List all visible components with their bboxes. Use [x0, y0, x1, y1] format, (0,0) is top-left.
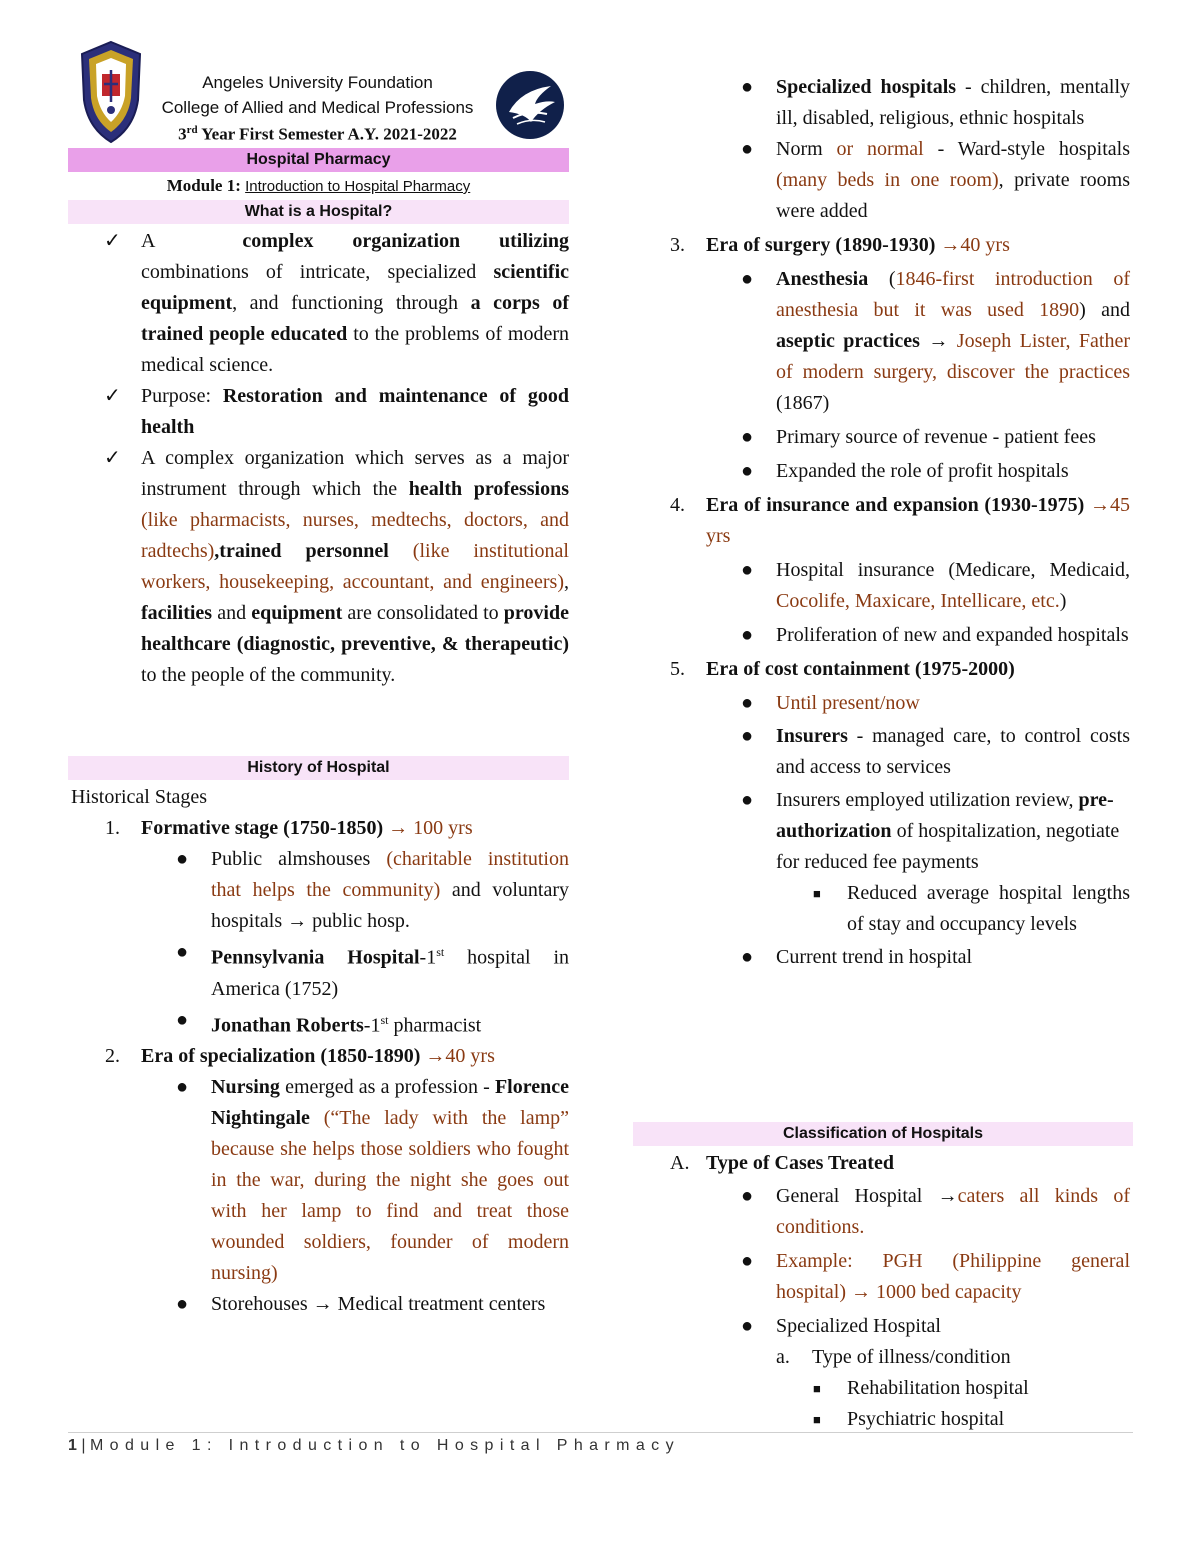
stage-1: 1. Formative stage (1750-1850) → 100 yrs	[105, 817, 473, 839]
class-a-bullet: ● Specialized Hospital	[635, 1311, 1130, 1342]
stage-5-bullet: ● Current trend in hospital	[635, 942, 1130, 973]
university-name: Angeles University Foundation	[202, 73, 433, 92]
definition-list	[68, 226, 569, 691]
square-bullet-icon: ■	[813, 886, 821, 901]
college-emblem-logo	[495, 70, 565, 140]
bullet-icon: ●	[741, 725, 754, 747]
bullet-icon: ●	[741, 946, 754, 968]
section-what-is-hospital: What is a Hospital?	[68, 200, 569, 224]
stage-3-bullet: ● Anesthesia (1846-first introduction of anesthesia but it was used 1890) and aseptic practices → Joseph Lister, Father of modern surgery, discover the practices (1867)	[635, 264, 1130, 419]
footer-title: Module 1: Introduction to Hospital Pharmacy	[89, 1437, 680, 1454]
stage-5-bullet: ● Insurers employed utilization review, pre-authorization of hospitalization, negotiate for reduced fee payments	[635, 785, 1130, 878]
definition-item: ✓ A complex organization utilizing combinations of intricate, specialized scientific equipment, and functioning through a corps of trained people educated to the problems of modern medical science.	[68, 226, 569, 381]
bullet-icon: ●	[741, 624, 754, 646]
stage-1-bullet: ● Pennsylvania Hospital-1st hospital in America (1752)	[68, 937, 569, 1005]
bullet-icon: ●	[741, 138, 754, 160]
stage-5-bullet: ● Until present/now	[635, 688, 1130, 719]
class-a: A. Type of Cases Treated	[670, 1152, 894, 1174]
course-band: Hospital Pharmacy	[68, 148, 569, 172]
bullet-icon: ●	[741, 789, 754, 811]
definition-item: ✓ A complex organization which serves as a major instrument through which the health professions (like pharmacists, nurses, medtechs, doctors, and radtechs),trained personnel (like institutional workers, housekeeping, accountant, and engineers), facilities and equipment are consolidated to provide healthcare (diagnostic, preventive, & therapeutic) to the people of the community.	[68, 443, 569, 691]
stage-2: 2. Era of specialization (1850-1890) →40 yrs	[105, 1045, 495, 1068]
checkmark-icon: ✓	[104, 447, 121, 469]
stage-4: 4. Era of insurance and expansion (1930-1975) →45 yrs	[670, 494, 1131, 547]
academic-year: 3rd Year First Semester A.Y. 2021-2022	[178, 124, 457, 144]
stage-4-bullet: ● Proliferation of new and expanded hospitals	[635, 620, 1130, 651]
checkmark-icon: ✓	[104, 230, 121, 252]
bullet-icon: ●	[741, 460, 754, 482]
section-history: History of Hospital	[68, 756, 569, 780]
checkmark-icon: ✓	[104, 385, 121, 407]
page-footer: 1 | Module 1: Introduction to Hospital Pharmacy	[68, 1437, 680, 1454]
bullet-icon: ●	[741, 426, 754, 448]
square-bullet-icon: ■	[813, 1412, 821, 1427]
class-a-sub-bullet: ■ Psychiatric hospital	[635, 1404, 1130, 1435]
stage-5-bullet: ● Insurers - managed care, to control costs and access to services	[635, 721, 1130, 783]
stage-1-bullet: ● Public almshouses (charitable institution that helps the community) and voluntary hospitals → public hosp.	[68, 844, 569, 937]
bullet-icon: ●	[741, 559, 754, 581]
stage-5: 5. Era of cost containment (1975-2000)	[670, 658, 1015, 680]
stage-3-bullet: ● Expanded the role of profit hospitals	[635, 456, 1130, 487]
history-list	[68, 782, 569, 1320]
bullet-icon: ●	[176, 848, 189, 870]
bullet-icon: ●	[741, 1185, 754, 1207]
stage-2-bullet: ● Norm or normal - Ward-style hospitals (many beds in one room), private rooms were added	[635, 134, 1130, 227]
bullet-icon: ●	[741, 1250, 754, 1272]
bullet-icon: ●	[741, 76, 754, 98]
history-list-continued	[635, 72, 1130, 973]
university-seal-logo	[78, 40, 144, 144]
bullet-icon: ●	[176, 1293, 189, 1316]
stage-4-bullet: ● Hospital insurance (Medicare, Medicaid, Cocolife, Maxicare, Intellicare, etc.)	[635, 555, 1130, 617]
bullet-icon: ●	[741, 1315, 754, 1337]
footer-divider	[68, 1432, 1133, 1433]
class-a-bullet: ● General Hospital →caters all kinds of conditions.	[635, 1181, 1130, 1243]
class-a-subheading: a. Type of illness/condition	[776, 1346, 1011, 1368]
page-number: 1	[68, 1437, 77, 1454]
historical-stages-label: Historical Stages	[71, 786, 208, 808]
module-heading: Module 1: Introduction to Hospital Pharmacy	[166, 176, 471, 195]
bullet-icon: ●	[741, 692, 754, 714]
class-a-bullet: ● Example: PGH (Philippine general hospital) → 1000 bed capacity	[635, 1246, 1130, 1308]
bullet-icon: ●	[176, 1076, 189, 1099]
square-bullet-icon: ■	[813, 1381, 821, 1396]
stage-3-bullet: ● Primary source of revenue - patient fees	[635, 422, 1130, 453]
stage-2-bullet: ● Specialized hospitals - children, mentally ill, disabled, religious, ethnic hospitals	[635, 72, 1130, 134]
stage-5-sub-bullet: ■ Reduced average hospital lengths of stay and occupancy levels	[635, 878, 1130, 940]
section-classification: Classification of Hospitals	[633, 1122, 1133, 1146]
bullet-icon: ●	[741, 268, 754, 290]
definition-item: ✓ Purpose: Restoration and maintenance of good health	[68, 381, 569, 443]
stage-3: 3. Era of surgery (1890-1930) →40 yrs	[670, 234, 1010, 256]
classification-list	[635, 1148, 1130, 1435]
bullet-icon: ●	[176, 1008, 189, 1031]
college-name: College of Allied and Medical Professions	[161, 98, 474, 117]
stage-2-bullet: ● Storehouses → Medical treatment centers	[68, 1289, 569, 1320]
stage-2-bullet: ● Nursing emerged as a profession - Florence Nightingale (“The lady with the lamp” because she helps those soldiers who fought in the war, during the night she goes out with her lamp to find and treat those wounded soldiers, founder of modern nursing)	[68, 1072, 569, 1289]
stage-1-bullet: ● Jonathan Roberts-1st pharmacist	[68, 1005, 569, 1042]
class-a-sub-bullet: ■ Rehabilitation hospital	[635, 1373, 1130, 1404]
bullet-icon: ●	[176, 941, 189, 963]
